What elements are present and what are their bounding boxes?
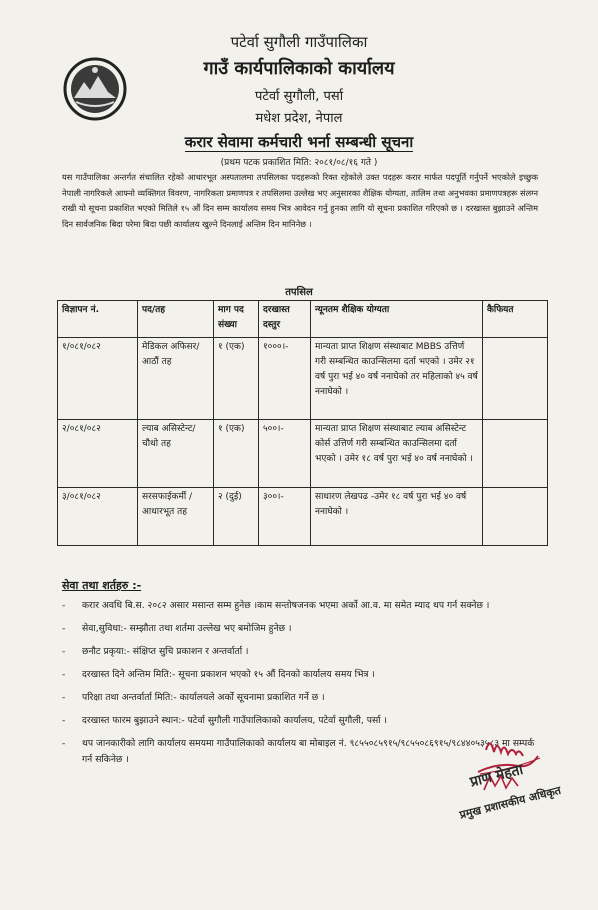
dash-icon: - bbox=[62, 738, 66, 749]
vacancy-table bbox=[57, 300, 548, 546]
list-item bbox=[62, 598, 542, 614]
cell-remarks bbox=[483, 338, 548, 420]
term-text: करार अवधि बि.स. २०८२ असार मसान्त सम्म हुनेछ ।काम सन्तोषजनक भएमा अर्को आ.व. मा समेत म्याद थप गर्न सक्नेछ । bbox=[82, 600, 490, 611]
list-item bbox=[62, 644, 542, 660]
list-item bbox=[62, 713, 542, 729]
cell-fee: ५००।- bbox=[259, 420, 311, 488]
col-header-post: पद/तह bbox=[138, 301, 214, 338]
term-text: छनौट प्रकृया:- संक्षिप्त सुचि प्रकाशन र अन्तर्वार्ता । bbox=[82, 646, 249, 657]
cell-fee: १०००।- bbox=[259, 338, 311, 420]
col-header-fee: दरखास्त दस्तुर bbox=[259, 301, 311, 338]
notice-title: करार सेवामा कर्मचारी भर्ना सम्बन्धी सूचना bbox=[184, 133, 414, 151]
municipality-name: पटेर्वा सुगौली गाउँपालिका bbox=[230, 33, 368, 51]
term-text: सेवा,सुविधा:- सम्झौता तथा शर्तमा उल्लेख भए बमोजिम हुनेछ । bbox=[82, 623, 292, 634]
dash-icon: - bbox=[62, 623, 66, 634]
cell-remarks bbox=[483, 488, 548, 546]
term-text: दरखास्त दिने अन्तिम मिति:- सूचना प्रकाशन भएको १५ औं दिनको कार्यालय समय भित्र । bbox=[82, 669, 375, 680]
col-header-remarks: कैफियत bbox=[483, 301, 548, 338]
cell-post: ल्याब असिस्टेन्ट/चौथो तह bbox=[138, 420, 214, 488]
cell-count: २ (दुई) bbox=[214, 488, 259, 546]
signatory-title: प्रमुख प्रशासकीय अधिकृत bbox=[458, 783, 563, 822]
cell-ad-no: २/०८१/०८२ bbox=[58, 420, 138, 488]
table-row bbox=[58, 338, 548, 420]
table-row bbox=[58, 488, 548, 546]
cell-remarks bbox=[483, 420, 548, 488]
office-location: पटेर्वा सुगौली, पर्सा bbox=[254, 89, 344, 104]
terms-heading: सेवा तथा शर्तहरु :- bbox=[62, 579, 142, 592]
province-line: मधेश प्रदेश, नेपाल bbox=[255, 111, 343, 126]
cell-count: १ (एक) bbox=[214, 338, 259, 420]
dash-icon: - bbox=[62, 669, 66, 680]
signatory-name: प्राण मेहता bbox=[468, 761, 525, 791]
office-name: गाउँ कार्यपालिकाको कार्यालय bbox=[203, 58, 395, 79]
cell-qualification: साधारण लेखपढ -उमेर १८ वर्ष पुरा भई ४० वर्ष ननाघेको । bbox=[311, 488, 483, 546]
intro-paragraph: यस गाउँपालिका अन्तर्गत संचालित रहेको आधारभूत अस्पतालमा तपसिलका पदहरूको रिक्त रहेकोले उक्त पदहरू करार मार्फत पदपूर्ति गर्नुपर्ने भएकोले इच्छुक नेपाली नागरिकले आफ्नो व्यक्तिगत विवरण, नागरिकता प्रमाणपत्र र तपसिलमा उल्लेख भए अनुसारका शैक्षिक योग्यता, तालिम तथा अनुभवका प्रमाणपत्रहरू संलग्न राखी यो सूचना प्रकाशित भएको मितिले १५ औं दिन सम्म कार्यालय समय भित्र आवेदन गर्नु हुनका लागि यो सूचना प्रकाशित गरिएको छ । दरखास्त बुझाउने अन्तिम दिन सार्वजनिक बिदा परेमा बिदा पछी कार्यालय खुल्ने दिनलाई अन्तिम दिन मानिनेछ । bbox=[62, 172, 538, 229]
table-row bbox=[58, 420, 548, 488]
cell-qualification: मान्यता प्राप्त शिक्षण संस्थाबाट ल्याब असिस्टेन्ट कोर्स उत्तिर्ण गरी सम्बन्धित काउन्सिलमा दर्ता भएको । उमेर १८ वर्ष पुरा भई ४० वर्ष ननाघेको । bbox=[311, 420, 483, 488]
cell-post: मेडिकल अफिसर/आठौं तह bbox=[138, 338, 214, 420]
table-caption: तपसिल bbox=[285, 287, 313, 298]
table-header-row bbox=[58, 301, 548, 338]
dash-icon: - bbox=[62, 600, 66, 611]
cell-ad-no: १/०८१/०८२ bbox=[58, 338, 138, 420]
cell-qualification: मान्यता प्राप्त शिक्षण संस्थाबाट MBBS उत्तिर्ण गरी सम्बन्धित काउन्सिलमा दर्ता भएको । उमेर २१ वर्ष पुरा भई ४० वर्ष ननाघेको तर महिलाको ४५ वर्ष ननाघेको । bbox=[311, 338, 483, 420]
list-item bbox=[62, 690, 542, 706]
list-item bbox=[62, 621, 542, 637]
col-header-ad-no: विज्ञापन नं. bbox=[58, 301, 138, 338]
dash-icon: - bbox=[62, 715, 66, 726]
list-item bbox=[62, 667, 542, 683]
term-text: दरखास्त फारम बुझाउने स्थान:- पटेर्वा सुगौली गाउँपालिकाको कार्यालय, पटेर्वा सुगौली, पर्सा । bbox=[82, 715, 387, 726]
term-text: थप जानकारीको लागि कार्यालय समयमा गाउँपालिकाको कार्यालय बा मोबाइल नं. ९८५५०८५९१५/९८५५०८६९१५/९८४४०५३५८३ मा सम्पर्क गर्न सकिनेछ । bbox=[82, 738, 535, 765]
col-header-qualification: न्यूनतम शैक्षिक योग्यता bbox=[311, 301, 483, 338]
cell-ad-no: ३/०८१/०८२ bbox=[58, 488, 138, 546]
col-header-count: माग पद संख्या bbox=[214, 301, 259, 338]
dash-icon: - bbox=[62, 646, 66, 657]
cell-post: सरसफाईकर्मी /आधारभूत तह bbox=[138, 488, 214, 546]
cell-count: १ (एक) bbox=[214, 420, 259, 488]
dash-icon: - bbox=[62, 692, 66, 703]
term-text: परिक्षा तथा अन्तर्वार्ता मिति:- कार्यालयले अर्को सूचनामा प्रकाशित गर्ने छ । bbox=[82, 692, 325, 703]
cell-fee: ३००।- bbox=[259, 488, 311, 546]
publish-date: (प्रथम पटक प्रकाशित मिति: २०८१/०८/१६ गते ) bbox=[220, 158, 378, 168]
